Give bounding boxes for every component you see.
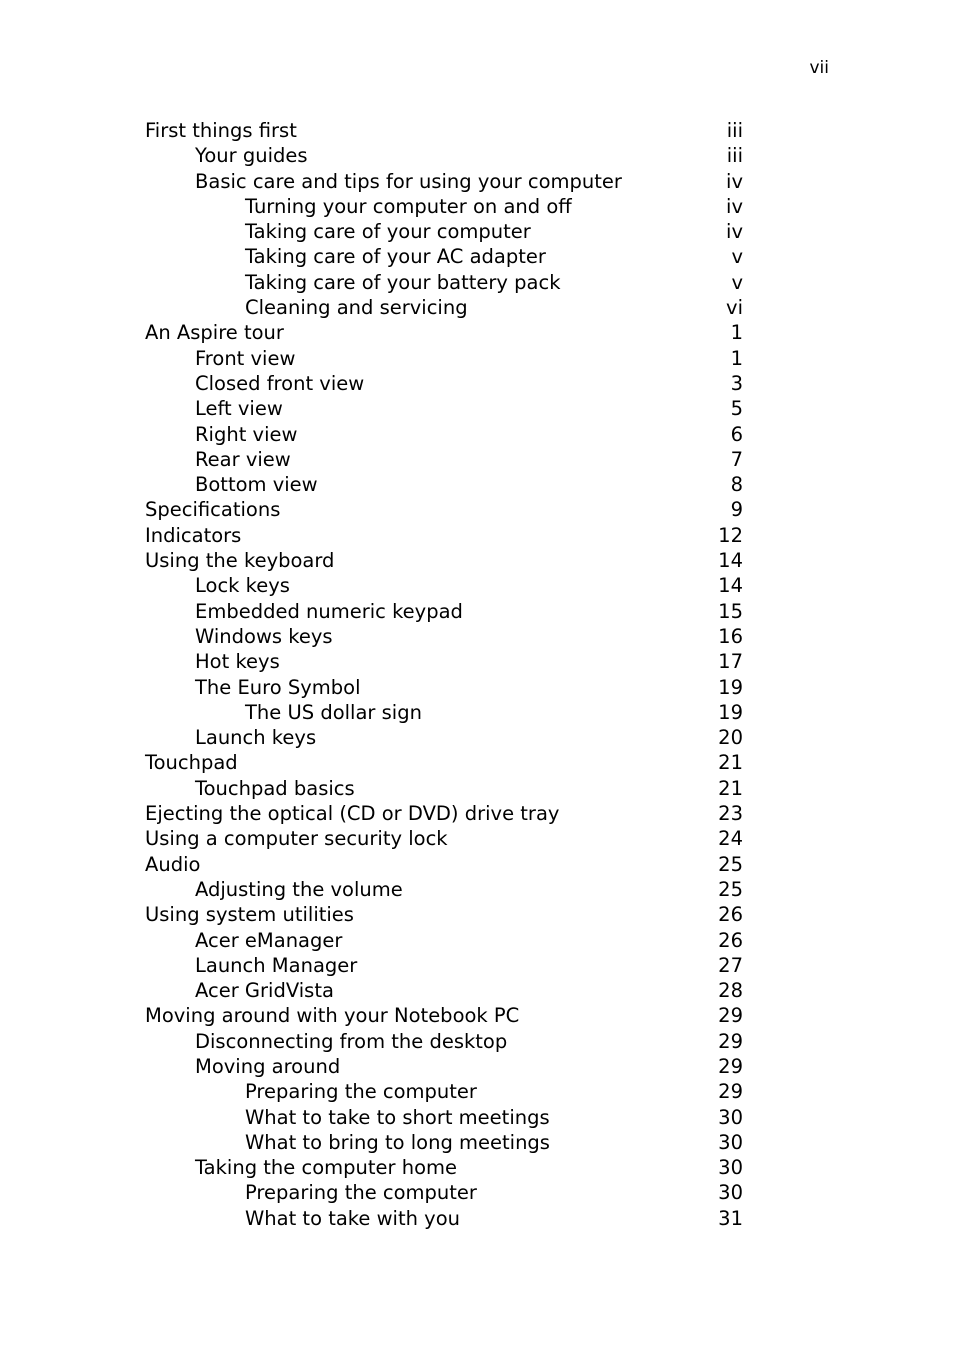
- toc-entry-title: Launch Manager: [195, 953, 358, 977]
- toc-entry-page: 7: [730, 447, 743, 471]
- toc-entry-page: iv: [726, 169, 743, 193]
- toc-entry-title: Indicators: [145, 523, 242, 547]
- toc-entry-page: 25: [718, 852, 743, 876]
- toc-entry-title: Basic care and tips for using your computer: [195, 169, 622, 193]
- toc-entry[interactable]: [145, 219, 743, 244]
- toc-entry-page: 26: [718, 928, 743, 952]
- toc-entry-page: 23: [718, 802, 743, 826]
- toc-entry[interactable]: [145, 599, 743, 624]
- table-of-contents: [145, 118, 743, 1231]
- toc-entry-page: 30: [718, 1130, 743, 1154]
- toc-entry-page: 24: [718, 827, 743, 851]
- toc-entry-title: What to bring to long meetings: [245, 1130, 550, 1154]
- toc-entry[interactable]: [145, 270, 743, 295]
- toc-entry-page: 17: [718, 650, 743, 674]
- toc-entry-page: iii: [726, 119, 743, 142]
- toc-entry[interactable]: [145, 1003, 743, 1028]
- toc-entry[interactable]: [145, 320, 743, 345]
- toc-entry-page: 3: [730, 371, 743, 395]
- toc-entry[interactable]: [145, 422, 743, 447]
- toc-entry[interactable]: [145, 548, 743, 573]
- toc-entry-title: Audio: [145, 852, 201, 876]
- toc-entry-page: 14: [718, 549, 743, 573]
- toc-entry-title: Using the keyboard: [145, 549, 335, 573]
- toc-entry-title: Hot keys: [195, 650, 280, 674]
- toc-entry-title: An Aspire tour: [145, 321, 284, 345]
- toc-entry-page: 31: [718, 1206, 743, 1230]
- toc-entry-page: 29: [718, 1029, 743, 1053]
- toc-entry[interactable]: [145, 1206, 743, 1231]
- toc-entry-title: Preparing the computer: [245, 1080, 477, 1104]
- toc-entry-page: v: [731, 270, 743, 294]
- toc-entry-page: 19: [718, 675, 743, 699]
- toc-entry[interactable]: [145, 1130, 743, 1155]
- toc-entry-page: 21: [718, 751, 743, 775]
- toc-entry[interactable]: [145, 1155, 743, 1180]
- toc-entry[interactable]: [145, 725, 743, 750]
- toc-entry-title: Turning your computer on and off: [245, 194, 572, 218]
- toc-entry-title: Taking care of your AC adapter: [245, 245, 546, 269]
- toc-entry[interactable]: [145, 1054, 743, 1079]
- toc-entry[interactable]: [145, 1079, 743, 1104]
- toc-entry-title: Your guides: [195, 144, 308, 168]
- toc-entry-title: Launch keys: [195, 726, 317, 750]
- toc-entry-title: Cleaning and servicing: [245, 296, 468, 320]
- toc-entry-page: 14: [718, 574, 743, 598]
- toc-entry-page: 16: [718, 624, 743, 648]
- toc-entry-page: 30: [718, 1181, 743, 1205]
- toc-entry[interactable]: [145, 852, 743, 877]
- toc-entry[interactable]: [145, 143, 743, 168]
- toc-entry-page: 20: [718, 726, 743, 750]
- toc-entry-title: Using system utilities: [145, 903, 354, 927]
- toc-entry-page: v: [731, 245, 743, 269]
- toc-entry-page: iv: [726, 194, 743, 218]
- toc-entry-page: 5: [730, 397, 743, 421]
- toc-entry-title: What to take with you: [245, 1206, 460, 1230]
- toc-entry-title: Touchpad: [145, 751, 238, 775]
- toc-entry[interactable]: [145, 396, 743, 421]
- toc-entry-page: 28: [718, 979, 743, 1003]
- toc-entry-title: Acer eManager: [195, 928, 343, 952]
- toc-entry-page: 30: [718, 1105, 743, 1129]
- toc-entry-page: 9: [730, 498, 743, 522]
- toc-entry[interactable]: [145, 1105, 743, 1130]
- toc-entry[interactable]: [145, 371, 743, 396]
- toc-entry[interactable]: [145, 194, 743, 219]
- toc-entry-title: Windows keys: [195, 624, 333, 648]
- toc-entry-title: Left view: [195, 397, 283, 421]
- toc-entry-title: First things first: [145, 119, 297, 142]
- toc-entry-page: 21: [718, 776, 743, 800]
- toc-entry-page: 30: [718, 1156, 743, 1180]
- toc-entry-page: 19: [718, 700, 743, 724]
- toc-entry[interactable]: [145, 776, 743, 801]
- toc-entry-title: Closed front view: [195, 371, 365, 395]
- toc-entry-page: 26: [718, 903, 743, 927]
- toc-entry-page: 27: [718, 953, 743, 977]
- toc-entry[interactable]: [145, 675, 743, 700]
- toc-entry-page: 29: [718, 1080, 743, 1104]
- toc-entry-title: Taking care of your computer: [245, 220, 531, 244]
- toc-entry-title: Rear view: [195, 447, 291, 471]
- toc-entry[interactable]: [145, 624, 743, 649]
- toc-entry-title: What to take to short meetings: [245, 1105, 550, 1129]
- toc-entry-page: 6: [730, 422, 743, 446]
- page-number: vii: [809, 58, 829, 78]
- toc-entry[interactable]: [145, 877, 743, 902]
- toc-entry[interactable]: [145, 118, 743, 143]
- toc-entry[interactable]: [145, 295, 743, 320]
- toc-entry-page: 1: [730, 346, 743, 370]
- toc-entry[interactable]: [145, 826, 743, 851]
- toc-entry-title: Preparing the computer: [245, 1181, 477, 1205]
- toc-entry-title: The US dollar sign: [245, 700, 422, 724]
- toc-entry-title: The Euro Symbol: [195, 675, 361, 699]
- toc-entry[interactable]: [145, 346, 743, 371]
- toc-entry-page: iii: [726, 144, 743, 168]
- toc-entry-title: Disconnecting from the desktop: [195, 1029, 508, 1053]
- toc-entry[interactable]: [145, 1180, 743, 1205]
- toc-entry[interactable]: [145, 649, 743, 674]
- toc-entry-page: 29: [718, 1004, 743, 1028]
- toc-entry-page: 25: [718, 877, 743, 901]
- toc-entry-title: Bottom view: [195, 473, 318, 497]
- toc-entry-title: Moving around with your Notebook PC: [145, 1004, 520, 1028]
- toc-entry[interactable]: [145, 801, 743, 826]
- toc-entry-page: iv: [726, 220, 743, 244]
- toc-entry-title: Specifications: [145, 498, 281, 522]
- toc-entry-page: 15: [718, 599, 743, 623]
- toc-entry-title: Using a computer security lock: [145, 827, 448, 851]
- toc-entry-title: Front view: [195, 346, 296, 370]
- toc-entry-title: Lock keys: [195, 574, 290, 598]
- toc-entry[interactable]: [145, 700, 743, 725]
- toc-entry[interactable]: [145, 523, 743, 548]
- toc-entry-page: 8: [730, 473, 743, 497]
- toc-entry[interactable]: [145, 750, 743, 775]
- toc-entry-title: Embedded numeric keypad: [195, 599, 463, 623]
- toc-entry-page: 1: [730, 321, 743, 345]
- toc-entry-title: Taking care of your battery pack: [245, 270, 561, 294]
- toc-entry-page: vi: [726, 296, 743, 320]
- toc-entry-title: Taking the computer home: [195, 1156, 458, 1180]
- toc-entry[interactable]: [145, 472, 743, 497]
- toc-entry-title: Ejecting the optical (CD or DVD) drive tray: [145, 802, 560, 826]
- toc-entry[interactable]: [145, 169, 743, 194]
- toc-entry-title: Acer GridVista: [195, 979, 334, 1003]
- toc-entry[interactable]: [145, 1029, 743, 1054]
- toc-entry[interactable]: [145, 978, 743, 1003]
- toc-entry-title: Right view: [195, 422, 298, 446]
- toc-entry[interactable]: [145, 244, 743, 269]
- toc-entry-page: 29: [718, 1054, 743, 1078]
- toc-entry-title: Touchpad basics: [195, 776, 355, 800]
- toc-entry[interactable]: [145, 573, 743, 598]
- toc-entry[interactable]: [145, 497, 743, 522]
- toc-entry[interactable]: [145, 447, 743, 472]
- toc-entry-title: Moving around: [195, 1054, 341, 1078]
- toc-entry-page: 12: [718, 523, 743, 547]
- toc-entry[interactable]: [145, 928, 743, 953]
- toc-entry[interactable]: [145, 902, 743, 927]
- toc-entry[interactable]: [145, 953, 743, 978]
- toc-entry-title: Adjusting the volume: [195, 877, 403, 901]
